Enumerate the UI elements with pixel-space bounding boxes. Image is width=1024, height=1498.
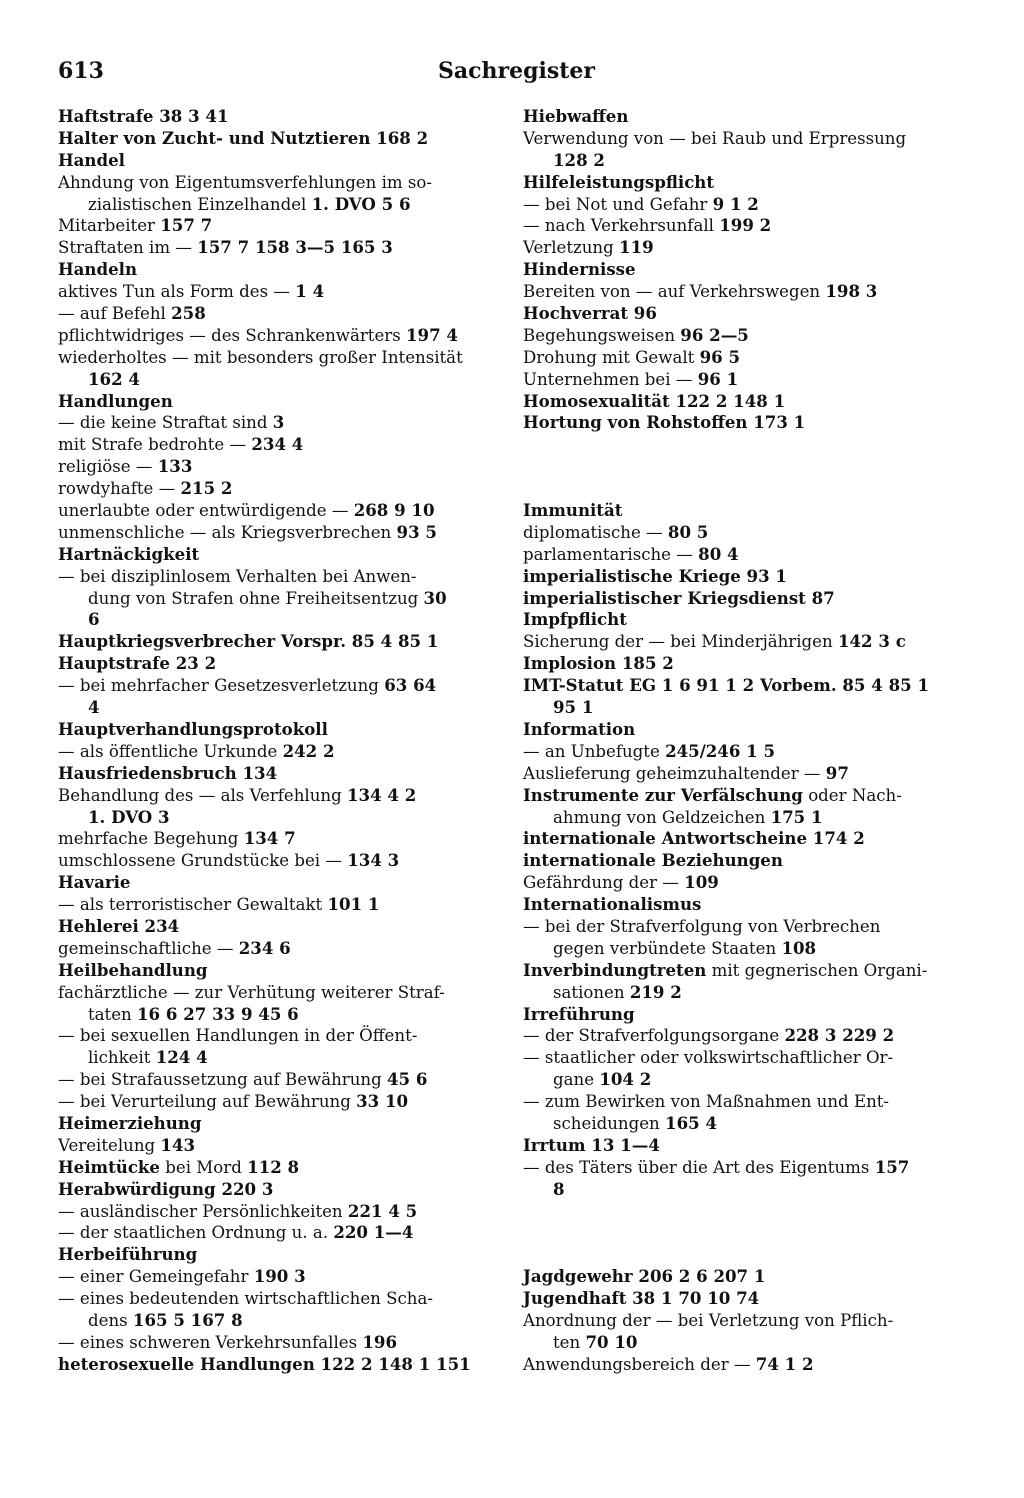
index-term: 112 8 <box>247 1156 300 1177</box>
index-text: lichkeit <box>88 1048 156 1068</box>
index-text: wiederholtes — mit besonders großer Intensität <box>58 347 463 367</box>
index-line <box>58 194 498 216</box>
index-line <box>58 1179 498 1201</box>
index-line <box>523 719 963 741</box>
index-term: 8 <box>553 1178 565 1199</box>
index-text: Vereitelung <box>58 1135 161 1155</box>
index-term: 16 6 27 33 9 45 6 <box>137 1003 299 1024</box>
index-line <box>523 215 963 237</box>
index-term: 74 1 2 <box>755 1353 814 1374</box>
index-line <box>58 1354 498 1376</box>
index-line <box>523 1157 963 1179</box>
index-line <box>58 369 498 391</box>
index-term: 33 10 <box>356 1091 409 1112</box>
index-line <box>58 1157 498 1179</box>
index-text: rowdyhafte — <box>58 479 181 499</box>
index-term: Hilfeleistungspflicht <box>523 171 715 192</box>
index-line <box>58 982 498 1004</box>
index-text: Anwendungsbereich der — <box>523 1354 756 1374</box>
index-text: bei Mord <box>160 1157 248 1177</box>
index-line <box>523 741 963 763</box>
index-term: 109 <box>684 872 719 893</box>
index-term: 197 4 <box>406 324 458 345</box>
index-line <box>523 1266 963 1288</box>
index-term: Handel <box>58 149 125 170</box>
index-term: 97 <box>825 762 849 783</box>
index-line <box>523 391 963 413</box>
index-text: unerlaubte oder entwürdigende — <box>58 501 354 521</box>
index-term: 9 1 2 <box>712 193 759 214</box>
index-term: Hartnäckigkeit <box>58 543 200 564</box>
index-term: Hortung von Rohstoffen 173 1 <box>523 412 806 433</box>
index-line <box>523 675 963 697</box>
index-column-right <box>523 106 963 1376</box>
index-term: heterosexuelle Handlungen 122 2 148 1 151 <box>58 1353 471 1374</box>
index-line <box>58 412 498 434</box>
index-line <box>58 478 498 500</box>
page-number: 613 <box>58 58 104 84</box>
index-line <box>523 1332 963 1354</box>
index-term: Heimtücke <box>58 1156 160 1177</box>
index-column-left <box>58 106 498 1376</box>
index-line <box>523 588 963 610</box>
index-term: imperialistische Kriege 93 1 <box>523 565 787 586</box>
index-term: 134 4 2 <box>347 784 417 805</box>
index-line <box>523 1179 963 1201</box>
blank-line <box>523 1201 963 1223</box>
blank-line <box>523 434 963 456</box>
index-line <box>523 807 963 829</box>
index-text: — eines bedeutenden wirtschaftlichen Scha- <box>58 1289 433 1309</box>
index-term: 96 1 <box>697 368 739 389</box>
index-text: pflichtwidriges — des Schrankenwärters <box>58 325 407 345</box>
index-term: 143 <box>160 1134 196 1155</box>
index-term: Hausfriedensbruch 134 <box>58 762 278 783</box>
index-text: Verwendung von — bei Raub und Erpressung <box>523 128 907 148</box>
index-line <box>58 1047 498 1069</box>
index-line <box>58 259 498 281</box>
index-term: 124 4 <box>155 1047 208 1068</box>
index-text: — bei Not und Gefahr <box>523 194 713 214</box>
index-text: Drohung mit Gewalt <box>523 347 700 367</box>
index-term: 162 4 <box>88 368 140 389</box>
index-line <box>523 960 963 982</box>
index-term: 242 2 <box>282 740 335 761</box>
index-term: 142 3 c <box>837 631 906 652</box>
index-line <box>58 1332 498 1354</box>
blank-line <box>523 456 963 478</box>
index-text: Unternehmen bei — <box>523 369 698 389</box>
index-term: 1. DVO 3 <box>88 806 170 827</box>
index-line <box>58 391 498 413</box>
index-term: 93 5 <box>396 521 437 542</box>
index-text: Begehungsweisen <box>523 325 681 345</box>
index-line <box>523 763 963 785</box>
index-term: Hauptverhandlungsprotokoll <box>58 718 328 739</box>
index-term: 3 <box>272 412 285 433</box>
index-term: Herabwürdigung 220 3 <box>58 1178 274 1199</box>
index-line <box>523 281 963 303</box>
index-term: Internationalismus <box>523 894 702 915</box>
index-term: 6 <box>88 609 100 630</box>
index-line <box>58 631 498 653</box>
index-line <box>58 588 498 610</box>
index-line <box>58 1113 498 1135</box>
index-term: Information <box>523 718 636 739</box>
index-text: unmenschliche — als Kriegsverbrechen <box>58 522 397 542</box>
index-line <box>58 1201 498 1223</box>
index-line <box>523 259 963 281</box>
index-text: Ahndung von Eigentumsverfehlungen im so- <box>58 172 433 192</box>
index-term: Halter von Zucht- und Nutztieren 168 2 <box>58 127 429 148</box>
index-line <box>523 938 963 960</box>
index-line <box>523 872 963 894</box>
index-term: 220 1—4 <box>333 1222 414 1243</box>
index-line <box>58 1222 498 1244</box>
index-line <box>58 1004 498 1026</box>
index-line <box>58 500 498 522</box>
index-term: Hauptkriegsverbrecher Vorspr. 85 4 85 1 <box>58 631 439 652</box>
index-line <box>58 347 498 369</box>
index-line <box>58 544 498 566</box>
index-term: 133 <box>157 456 193 477</box>
index-line <box>523 172 963 194</box>
index-line <box>523 697 963 719</box>
index-term: Hochverrat 96 <box>523 303 657 324</box>
index-line <box>523 522 963 544</box>
index-line <box>523 544 963 566</box>
index-line <box>523 106 963 128</box>
index-line <box>58 1025 498 1047</box>
index-text: — nach Verkehrsunfall <box>523 216 720 236</box>
index-line <box>58 1244 498 1266</box>
index-text: — zum Bewirken von Maßnahmen und Ent- <box>523 1092 890 1112</box>
index-text: Bereiten von — auf Verkehrswegen <box>523 282 826 302</box>
index-text: Straftaten im — <box>58 238 198 258</box>
index-text: — einer Gemeingefahr <box>58 1267 254 1287</box>
index-text: Gefährdung der — <box>523 873 685 893</box>
index-term: Handeln <box>58 259 138 280</box>
index-term: 30 <box>423 587 447 608</box>
index-text: Auslieferung geheimzuhaltender — <box>523 763 826 783</box>
index-term: 198 3 <box>825 281 878 302</box>
blank-line <box>523 1222 963 1244</box>
index-line <box>58 719 498 741</box>
index-text: Mitarbeiter <box>58 216 161 236</box>
index-text: — der staatlichen Ordnung u. a. <box>58 1223 334 1243</box>
index-line <box>58 1266 498 1288</box>
index-line <box>523 347 963 369</box>
index-term: 96 5 <box>699 346 741 367</box>
index-line <box>58 807 498 829</box>
index-line <box>523 369 963 391</box>
index-text: — staatlicher oder volkswirtschaftlicher Or- <box>523 1048 894 1068</box>
index-line <box>58 237 498 259</box>
index-line <box>523 237 963 259</box>
index-text: taten <box>88 1004 138 1024</box>
index-text: gane <box>553 1070 600 1090</box>
index-line <box>523 1113 963 1135</box>
index-line <box>523 128 963 150</box>
index-term: 215 2 <box>180 478 233 499</box>
index-line <box>58 697 498 719</box>
index-line <box>58 872 498 894</box>
index-text: — bei der Strafverfolgung von Verbrechen <box>523 916 881 936</box>
index-line <box>523 1135 963 1157</box>
index-term: Irreführung <box>523 1003 635 1024</box>
index-term: Jagdgewehr 206 2 6 207 1 <box>523 1266 766 1287</box>
index-term: 95 1 <box>553 697 594 718</box>
index-term: 1 4 <box>295 281 325 302</box>
index-line <box>58 916 498 938</box>
index-term: Heimerziehung <box>58 1112 202 1133</box>
index-term: Havarie <box>58 872 131 893</box>
index-term: 134 3 <box>347 850 400 871</box>
index-term: 258 <box>171 303 206 324</box>
index-term: 101 1 <box>327 894 380 915</box>
index-term: 80 5 <box>667 521 709 542</box>
index-term: 4 <box>88 697 100 718</box>
index-term: imperialistischer Kriegsdienst 87 <box>523 587 835 608</box>
index-term: 45 6 <box>387 1069 428 1090</box>
index-text: — als öffentliche Urkunde <box>58 741 283 761</box>
blank-line <box>523 1244 963 1266</box>
index-term: 190 3 <box>253 1266 306 1287</box>
index-line <box>58 828 498 850</box>
index-text: — bei disziplinlosem Verhalten bei Anwen- <box>58 566 417 586</box>
index-line <box>58 785 498 807</box>
index-text: gegen verbündete Staaten <box>553 938 782 958</box>
index-text: mit gegnerischen Organi- <box>706 960 928 980</box>
index-term: 1. DVO 5 6 <box>311 193 411 214</box>
index-line <box>523 325 963 347</box>
index-text: scheidungen <box>553 1113 666 1133</box>
index-term: Hehlerei 234 <box>58 915 180 936</box>
index-term: 268 9 10 <box>353 500 435 521</box>
index-line <box>523 150 963 172</box>
index-text: — die keine Straftat sind <box>58 413 273 433</box>
index-term: 221 4 5 <box>347 1200 418 1221</box>
index-term: 119 <box>619 237 654 258</box>
index-text: — bei sexuellen Handlungen in der Öffent- <box>58 1026 418 1046</box>
page-title: Sachregister <box>438 58 595 84</box>
index-term: 157 7 <box>160 215 213 236</box>
index-text: — der Strafverfolgungsorgane <box>523 1026 785 1046</box>
index-line <box>58 128 498 150</box>
index-text: dens <box>88 1310 133 1330</box>
index-line <box>58 566 498 588</box>
blank-line <box>523 478 963 500</box>
index-line <box>58 938 498 960</box>
index-term: 199 2 <box>719 215 772 236</box>
index-text: gemeinschaftliche — <box>58 938 239 958</box>
index-term: Jugendhaft 38 1 70 10 74 <box>523 1288 760 1309</box>
index-line <box>523 194 963 216</box>
index-text: Anordnung der — bei Verletzung von Pflich- <box>523 1310 894 1330</box>
index-line <box>58 215 498 237</box>
index-line <box>523 653 963 675</box>
index-line <box>58 1069 498 1091</box>
index-term: 80 4 <box>698 543 739 564</box>
index-line <box>58 894 498 916</box>
index-term: 128 2 <box>553 149 605 170</box>
index-line <box>523 609 963 631</box>
index-term: 134 7 <box>243 828 296 849</box>
index-line <box>523 1288 963 1310</box>
index-line <box>58 1288 498 1310</box>
index-text: — bei Strafaussetzung auf Bewährung <box>58 1070 388 1090</box>
index-text: — eines schweren Verkehrsunfalles <box>58 1332 363 1352</box>
index-line <box>58 106 498 128</box>
index-term: 234 6 <box>238 937 291 958</box>
index-line <box>58 522 498 544</box>
index-line <box>58 675 498 697</box>
index-line <box>523 500 963 522</box>
index-text: — an Unbefugte <box>523 741 666 761</box>
index-term: 219 2 <box>629 981 682 1002</box>
index-text: umschlossene Grundstücke bei — <box>58 851 348 871</box>
index-text: sationen <box>553 982 630 1002</box>
index-line <box>58 303 498 325</box>
index-text: ten <box>553 1332 586 1352</box>
index-line <box>523 631 963 653</box>
index-line <box>523 566 963 588</box>
index-term: 108 <box>781 937 817 958</box>
index-term: 228 3 229 2 <box>784 1025 895 1046</box>
index-text: Behandlung des — als Verfehlung <box>58 785 348 805</box>
index-text: Verletzung <box>523 238 620 258</box>
index-term: 245/246 1 5 <box>665 740 776 761</box>
index-line <box>58 325 498 347</box>
index-text: religiöse — <box>58 457 158 477</box>
index-term: 157 7 158 3—5 165 3 <box>197 237 393 258</box>
index-text: parlamentarische — <box>523 544 699 564</box>
index-line <box>523 1025 963 1047</box>
index-line <box>523 412 963 434</box>
index-line <box>58 150 498 172</box>
index-line <box>523 1004 963 1026</box>
index-term: Impfpflicht <box>523 609 627 630</box>
index-term: 175 1 <box>770 806 823 827</box>
index-term: IMT-Statut EG 1 6 91 1 2 Vorbem. 85 4 85 1 <box>523 675 929 696</box>
index-line <box>58 763 498 785</box>
index-line <box>523 1047 963 1069</box>
index-term: 157 <box>874 1156 910 1177</box>
index-line <box>58 281 498 303</box>
index-line <box>523 1069 963 1091</box>
index-term: Instrumente zur Verfälschung <box>523 784 803 805</box>
index-term: 96 2—5 <box>680 324 749 345</box>
index-line <box>58 850 498 872</box>
index-term: Heilbehandlung <box>58 959 208 980</box>
index-line <box>58 1135 498 1157</box>
index-line <box>523 916 963 938</box>
index-line <box>58 456 498 478</box>
index-line <box>58 172 498 194</box>
index-text: fachärztliche — zur Verhütung weiterer Straf- <box>58 982 445 1002</box>
index-line <box>523 982 963 1004</box>
index-text: — des Täters über die Art des Eigentums <box>523 1157 875 1177</box>
index-line <box>58 741 498 763</box>
index-text: mit Strafe bedrohte — <box>58 435 252 455</box>
index-text: zialistischen Einzelhandel <box>88 194 312 214</box>
index-line <box>523 1310 963 1332</box>
index-text: — auf Befehl <box>58 304 172 324</box>
index-text: Sicherung der — bei Minderjährigen <box>523 632 838 652</box>
index-term: internationale Antwortscheine 174 2 <box>523 828 865 849</box>
index-term: Implosion 185 2 <box>523 653 674 674</box>
index-line <box>58 1310 498 1332</box>
index-term: Hindernisse <box>523 259 636 280</box>
index-term: Haftstrafe 38 3 41 <box>58 106 229 126</box>
index-term: Handlungen <box>58 390 173 411</box>
index-line <box>58 653 498 675</box>
index-line <box>58 960 498 982</box>
index-line <box>58 434 498 456</box>
index-text: mehrfache Begehung <box>58 829 244 849</box>
index-term: 104 2 <box>599 1069 652 1090</box>
index-term: 63 64 <box>384 675 437 696</box>
index-line <box>523 303 963 325</box>
index-term: Herbeiführung <box>58 1244 198 1265</box>
index-term: Hiebwaffen <box>523 106 629 126</box>
index-text: ahmung von Geldzeichen <box>553 807 771 827</box>
index-term: 165 5 167 8 <box>132 1309 243 1330</box>
index-term: 196 <box>362 1331 398 1352</box>
index-text: — bei mehrfacher Gesetzesverletzung <box>58 676 385 696</box>
index-term: Homosexualität 122 2 148 1 <box>523 390 786 411</box>
index-term: 70 10 <box>585 1331 638 1352</box>
index-line <box>523 850 963 872</box>
index-text: — als terroristischer Gewaltakt <box>58 895 328 915</box>
index-term: Inverbindungtreten <box>523 959 707 980</box>
index-term: Hauptstrafe 23 2 <box>58 653 217 674</box>
index-text: aktives Tun als Form des — <box>58 282 296 302</box>
index-text: oder Nach- <box>802 785 902 805</box>
index-line <box>523 1091 963 1113</box>
index-term: 165 4 <box>665 1112 717 1133</box>
index-line <box>523 785 963 807</box>
index-line <box>523 1354 963 1376</box>
index-line <box>58 1091 498 1113</box>
index-term: internationale Beziehungen <box>523 850 783 871</box>
index-line <box>523 894 963 916</box>
index-term: Irrtum 13 1—4 <box>523 1134 660 1155</box>
index-text: — ausländischer Persönlichkeiten <box>58 1201 348 1221</box>
index-term: Immunität <box>523 500 623 521</box>
index-text: diplomatische — <box>523 522 668 542</box>
index-line <box>58 609 498 631</box>
index-text: — bei Verurteilung auf Bewährung <box>58 1092 357 1112</box>
index-text: dung von Strafen ohne Freiheitsentzug <box>88 588 424 608</box>
index-term: 234 4 <box>251 434 304 455</box>
index-line <box>523 828 963 850</box>
